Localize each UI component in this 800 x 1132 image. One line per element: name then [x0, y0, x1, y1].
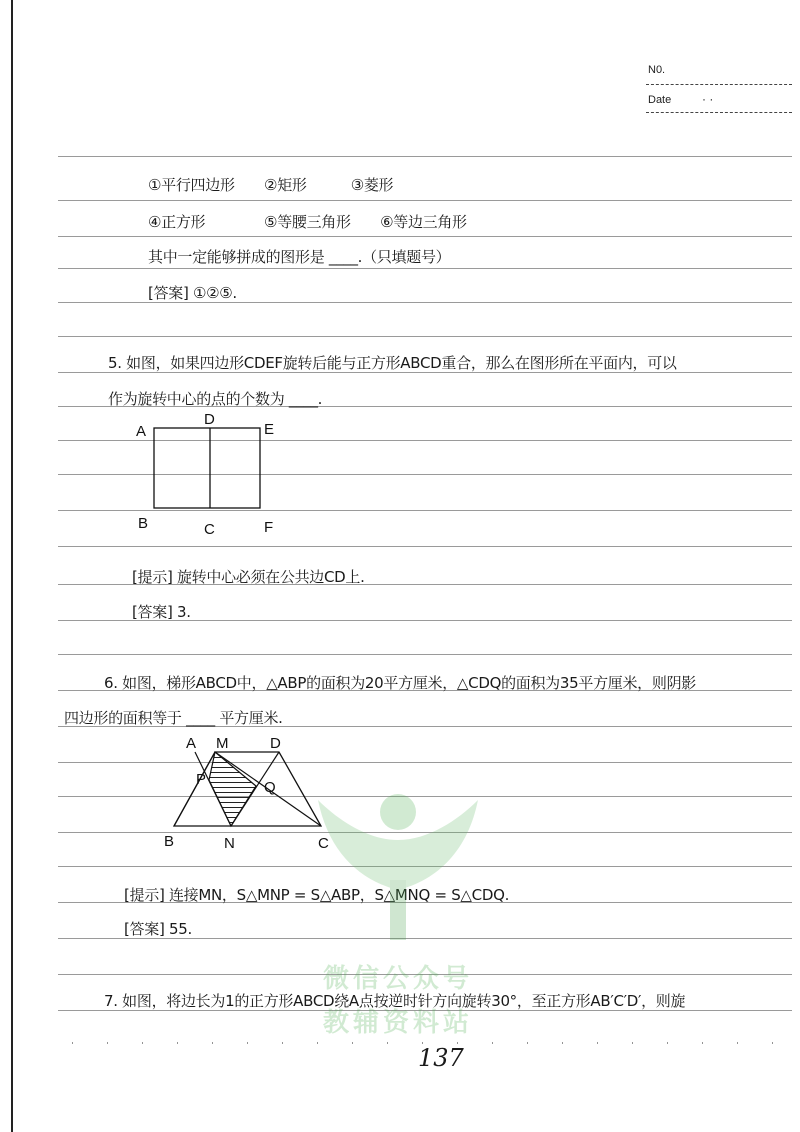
ruled-line [58, 236, 792, 237]
no-label: N0. [648, 64, 666, 76]
label-C: C [318, 835, 329, 852]
problem-6-line-1: 6. 如图，梯形ABCD中，△ABP的面积为20平方厘米，△CDQ的面积为35平方厘米，则阴影 [104, 674, 696, 692]
problem-7-line-1: 7. 如图，将边长为1的正方形ABCD绕A点按逆时针方向旋转30°，至正方形AB′C′D′，则旋 [104, 992, 686, 1010]
date-underline [646, 112, 792, 113]
option-line-2: ④正方形 ⑤等腰三角形 ⑥等边三角形 [148, 213, 467, 231]
label-D: D [204, 411, 215, 428]
label-M: M [216, 735, 229, 752]
watermark [298, 780, 498, 1050]
watermark-line-2: 教辅资料站 [322, 1008, 473, 1038]
answer-4: [答案] ①②⑤. [148, 284, 237, 302]
label-A: A [136, 423, 147, 440]
date-label: Date [648, 94, 672, 106]
label-N: N [224, 835, 235, 852]
label-A: A [186, 735, 197, 752]
shaded-quadrilateral [209, 752, 256, 826]
binding-line [11, 0, 13, 1132]
ruled-line [58, 156, 792, 157]
problem-5-line-2: 作为旋转中心的点的个数为 ____. [108, 390, 323, 408]
segment-mb [174, 752, 215, 826]
label-F: F [264, 519, 274, 536]
label-B: B [164, 833, 175, 850]
option-line-1: ①平行四边形 ②矩形 ③菱形 [148, 176, 394, 194]
question-line: 其中一定能够拼成的图形是 ____.（只填题号） [148, 248, 451, 266]
problem-5-line-1: 5. 如图，如果四边形CDEF旋转后能与正方形ABCD重合，那么在图形所在平面内，可以 [108, 354, 677, 372]
watermark-line-1: 微信公众号 [322, 964, 473, 994]
label-Q: Q [264, 779, 276, 796]
no-underline [646, 84, 792, 85]
label-P: P [196, 771, 207, 788]
ruled-line [58, 200, 792, 201]
watermark-plant-icon [298, 780, 498, 950]
hint-5: [提示] 旋转中心必须在公共边CD上. [132, 568, 365, 586]
ruled-line [58, 546, 792, 547]
label-D: D [270, 735, 281, 752]
answer-6: [答案] 55. [124, 920, 192, 938]
ruled-line [58, 654, 792, 655]
hint-6: [提示] 连接MN，S△MNP = S△ABP，S△MNQ = S△CDQ. [124, 886, 510, 904]
outer-rectangle [154, 428, 260, 508]
page-number: 137 [418, 1044, 464, 1072]
problem-6-line-2: 四边形的面积等于 ____ 平方厘米. [64, 709, 283, 727]
date-marks: · · [702, 92, 714, 106]
ruled-line [58, 268, 792, 269]
figure-5-squares [130, 412, 290, 542]
label-E: E [264, 421, 275, 438]
answer-5: [答案] 3. [132, 603, 191, 621]
label-B: B [138, 515, 149, 532]
label-C: C [204, 521, 215, 538]
ruled-line [58, 336, 792, 337]
